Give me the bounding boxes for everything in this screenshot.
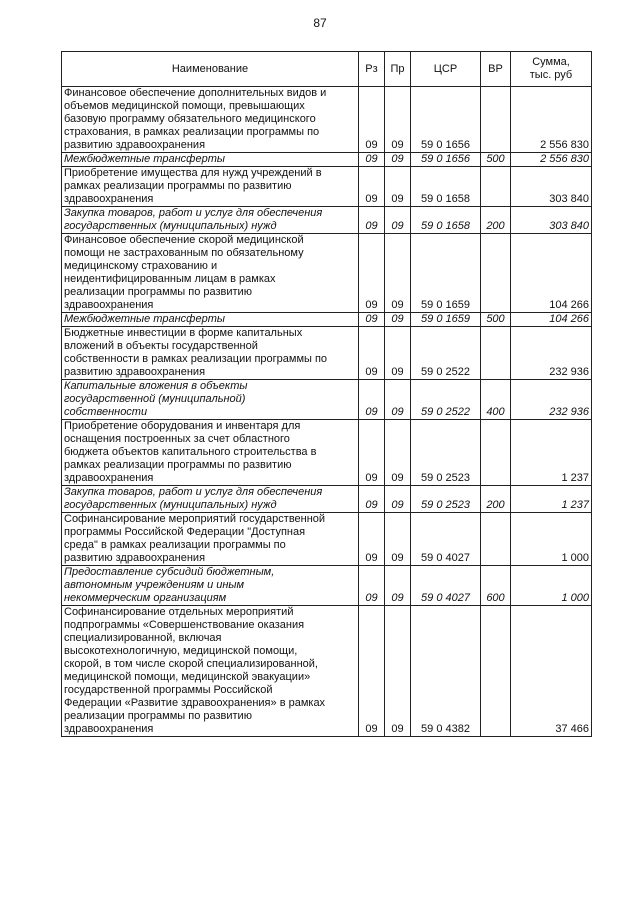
cell-name: Софинансирование отдельных мероприятий подпрограммы «Совершенствование оказания специализированной, включая высокотехнологичную, медицинской помощи, скорой, в том числе скорой специализированной, медицинской помощи, медицинской эвакуации» государственной программы Российской Федерации «Развитие здравоохранения» в рамках реализации программы по развитию здравоохранения [62,606,359,737]
header-sum: Сумма, тыс. руб [511,52,592,87]
cell-csr: 59 0 4382 [411,606,481,737]
cell-rz: 09 [359,313,385,327]
table-row [62,153,592,167]
cell-sum: 1 000 [511,513,592,566]
cell-pr: 09 [385,87,411,153]
cell-sum: 232 936 [511,380,592,420]
cell-vr: 600 [481,566,511,606]
cell-csr: 59 0 1658 [411,207,481,234]
table-row [62,606,592,737]
cell-pr: 09 [385,486,411,513]
header-csr: ЦСР [411,52,481,87]
cell-pr: 09 [385,167,411,207]
cell-rz: 09 [359,380,385,420]
cell-sum: 232 936 [511,327,592,380]
table-header [62,52,592,87]
cell-rz: 09 [359,207,385,234]
cell-vr [481,513,511,566]
cell-pr: 09 [385,566,411,606]
cell-name: Приобретение оборудования и инвентаря для оснащения построенных за счет областного бюджета объектов капитального строительства в рамках реализации программы по развитию здравоохранения [62,420,359,486]
cell-rz: 09 [359,327,385,380]
cell-vr: 500 [481,153,511,167]
cell-csr: 59 0 1659 [411,234,481,313]
table-row [62,420,592,486]
cell-name: Софинансирование мероприятий государственной программы Российской Федерации "Доступная среда" в рамках реализации программы по развитию здравоохранения [62,513,359,566]
cell-name: Межбюджетные трансферты [62,153,359,167]
cell-vr [481,327,511,380]
cell-pr: 09 [385,513,411,566]
cell-vr [481,87,511,153]
header-pr: Пр [385,52,411,87]
table-row [62,167,592,207]
cell-sum: 2 556 830 [511,153,592,167]
header-vr: ВР [481,52,511,87]
cell-vr [481,606,511,737]
cell-csr: 59 0 1659 [411,313,481,327]
table-row [62,327,592,380]
cell-pr: 09 [385,207,411,234]
cell-name: Закупка товаров, работ и услуг для обеспечения государственных (муниципальных) нужд [62,486,359,513]
cell-name: Приобретение имущества для нужд учреждений в рамках реализации программы по развитию здравоохранения [62,167,359,207]
table-row [62,513,592,566]
cell-pr: 09 [385,327,411,380]
cell-sum: 104 266 [511,234,592,313]
cell-sum: 37 466 [511,606,592,737]
table-body [62,87,592,737]
cell-csr: 59 0 4027 [411,513,481,566]
cell-vr [481,234,511,313]
cell-name: Бюджетные инвестиции в форме капитальных вложений в объекты государственной собственности в рамках реализации программы по развитию здравоохранения [62,327,359,380]
cell-csr: 59 0 2523 [411,420,481,486]
cell-rz: 09 [359,513,385,566]
cell-pr: 09 [385,313,411,327]
cell-csr: 59 0 4027 [411,566,481,606]
cell-pr: 09 [385,420,411,486]
cell-csr: 59 0 1658 [411,167,481,207]
cell-sum: 1 237 [511,420,592,486]
cell-name: Предоставление субсидий бюджетным, автономным учреждениям и иным некоммерческим организациям [62,566,359,606]
cell-csr: 59 0 2522 [411,327,481,380]
header-name: Наименование [62,52,359,87]
cell-name: Финансовое обеспечение дополнительных видов и объемов медицинской помощи, превышающих базовую программу обязательного медицинского страхования, в рамках реализации программы по развитию здравоохранения [62,87,359,153]
table-row [62,87,592,153]
cell-pr: 09 [385,380,411,420]
cell-rz: 09 [359,234,385,313]
budget-table [61,51,592,737]
table-row [62,313,592,327]
cell-pr: 09 [385,234,411,313]
page-number: 87 [313,16,327,30]
cell-sum: 104 266 [511,313,592,327]
table-row [62,566,592,606]
cell-rz: 09 [359,566,385,606]
cell-name: Капитальные вложения в объекты государственной (муниципальной) собственности [62,380,359,420]
cell-sum: 2 556 830 [511,87,592,153]
cell-name: Межбюджетные трансферты [62,313,359,327]
cell-rz: 09 [359,606,385,737]
table-row [62,486,592,513]
cell-sum: 1 000 [511,566,592,606]
cell-rz: 09 [359,486,385,513]
cell-vr: 500 [481,313,511,327]
cell-csr: 59 0 2522 [411,380,481,420]
cell-csr: 59 0 2523 [411,486,481,513]
cell-name: Финансовое обеспечение скорой медицинской помощи не застрахованным по обязательному медицинскому страхованию и неидентифицированным лицам в рамках реализации программы по развитию здравоохранения [62,234,359,313]
table-row [62,380,592,420]
cell-vr: 200 [481,486,511,513]
cell-sum: 303 840 [511,167,592,207]
cell-name: Закупка товаров, работ и услуг для обеспечения государственных (муниципальных) нужд [62,207,359,234]
cell-csr: 59 0 1656 [411,87,481,153]
cell-sum: 303 840 [511,207,592,234]
cell-rz: 09 [359,87,385,153]
cell-vr: 200 [481,207,511,234]
cell-rz: 09 [359,420,385,486]
cell-rz: 09 [359,153,385,167]
cell-vr: 400 [481,380,511,420]
cell-pr: 09 [385,606,411,737]
cell-rz: 09 [359,167,385,207]
cell-sum: 1 237 [511,486,592,513]
cell-vr [481,420,511,486]
header-rz: Рз [359,52,385,87]
cell-pr: 09 [385,153,411,167]
table-row [62,234,592,313]
cell-vr [481,167,511,207]
table-row [62,207,592,234]
cell-csr: 59 0 1656 [411,153,481,167]
